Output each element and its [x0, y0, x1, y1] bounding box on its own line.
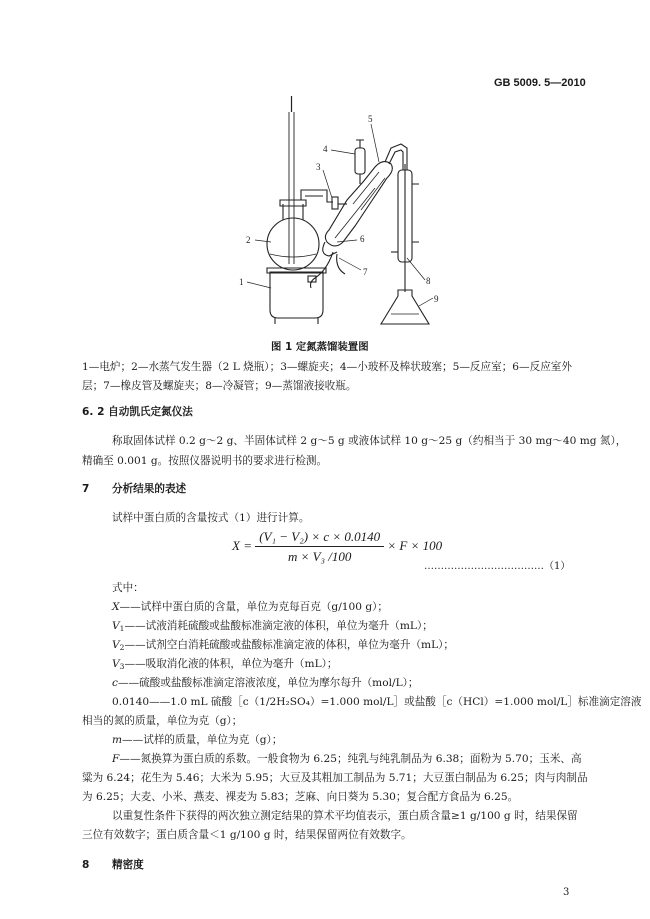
formula-number: ………………………………（1） [424, 561, 571, 572]
figure-label-5: 5 [368, 114, 373, 124]
figure-label-3: 3 [316, 162, 321, 172]
formula-1 [232, 529, 442, 565]
section-7-number: 7 [82, 483, 90, 495]
def-c-symbol: c [112, 677, 118, 689]
distillation-apparatus-figure [215, 92, 455, 337]
figure-label-8: 8 [426, 276, 431, 286]
def-V1 [112, 619, 433, 636]
def-F-symbol: F [112, 753, 120, 765]
def-V3-symbol: V [112, 658, 120, 670]
coef-line1: 0.0140——1.0 mL 硫酸［c（1/2H₂SO₄）=1.000 mol/L］或盐酸［c（HCl）=1.000 mol/L］标准滴定溶液 [112, 696, 642, 708]
def-F-line2: 粱为 6.24；花生为 5.46；大米为 5.95；大豆及其粗加工制品为 5.71；大豆蛋白制品为 6.25；肉与肉制品 [82, 772, 588, 784]
steam-generator-flask [267, 218, 319, 270]
def-F-text: ——氮换算为蛋白质的系数。一般食物为 6.25；纯乳与纯乳制品为 6.38；面粉为 5.70；玉米、高 [119, 753, 582, 765]
def-F [112, 752, 582, 766]
small-glass-cup [355, 148, 365, 174]
figure-caption: 图 1 定氮蒸馏装置图 [271, 341, 369, 353]
def-X [112, 600, 388, 614]
def-V3-subscript: 3 [119, 662, 125, 671]
electric-furnace [270, 272, 323, 318]
figure-label-9: 9 [434, 294, 439, 304]
figure-label-1: 1 [239, 277, 244, 287]
section-7-heading: 分析结果的表述 [112, 483, 187, 495]
page-number: 3 [563, 887, 570, 898]
def-V1-symbol: V [112, 620, 120, 632]
coef-line2: 相当的氮的质量，单位为克（g）； [82, 715, 243, 727]
figure-label-6: 6 [360, 234, 365, 244]
screw-clamp [332, 197, 338, 209]
section-6-2-para-line2: 精确至 0.001 g。按照仪器说明书的要求进行检测。 [82, 455, 328, 467]
formula-lhs: X = [232, 537, 252, 553]
def-V3 [112, 657, 338, 674]
figure-label-7: 7 [363, 267, 368, 277]
formula-numerator: (V₁ − V₂) × c × 0.0140 [255, 529, 384, 547]
section-6-2-para-line1: 称取固体试样 0.2 g～2 g、半固体试样 2 g～5 g 或液体试样 10 g～25 g（约相当于 30 mg～40 mg 氮）， [112, 435, 627, 447]
def-F-line3: 为 6.25；大麦、小米、燕麦、裸麦为 5.83；芝麻、向日葵为 5.30；复合配方食品为 6.25。 [82, 791, 519, 803]
def-m-text: ——试样的质量，单位为克（g）； [122, 734, 283, 746]
figure-label-4: 4 [323, 144, 328, 154]
result-line1: 以重复性条件下获得的两次独立测定结果的算术平均值表示，蛋白质含量≥1 g/100 g 时，结果保留 [112, 810, 578, 822]
def-V2-subscript: 2 [119, 643, 125, 652]
receiving-flask [381, 290, 429, 324]
def-V2-symbol: V [112, 639, 120, 651]
standard-number: GB 5009. 5—2010 [494, 77, 586, 89]
section-6-2-heading: 6. 2 自动凯氏定氮仪法 [82, 406, 193, 418]
formula-denominator: m × V₃ /100 [287, 549, 352, 564]
section-8-number: 8 [82, 859, 90, 871]
formula-fraction [255, 529, 384, 565]
def-V3-text: ——吸取消化液的体积，单位为毫升（mL）； [124, 658, 338, 670]
result-line2: 三位有效数字；蛋白质含量＜1 g/100 g 时，结果保留两位有效数字。 [82, 829, 412, 841]
section-7-intro: 试样中蛋白质的含量按式（1）进行计算。 [112, 512, 310, 524]
def-X-text: ——试样中蛋白质的含量，单位为克每百克（g/100 g）； [119, 601, 389, 613]
def-m-symbol: m [112, 734, 123, 746]
def-c [112, 676, 419, 690]
section-8-heading: 精密度 [112, 859, 144, 871]
def-V2-text: ——试剂空白消耗硫酸或盐酸标准滴定液的体积，单位为毫升（mL）； [124, 639, 455, 651]
def-X-symbol: X [112, 601, 120, 613]
def-V2 [112, 638, 454, 655]
def-m [112, 733, 282, 747]
figure-label-2: 2 [246, 235, 251, 245]
def-V1-text: ——试液消耗硫酸或盐酸标准滴定液的体积，单位为毫升（mL）； [124, 620, 433, 632]
def-V1-subscript: 1 [119, 624, 125, 633]
where-label: 式中： [112, 582, 144, 594]
formula-rhs: × F × 100 [387, 537, 443, 553]
figure-legend-line1: 1—电炉；2—水蒸气发生器（2 L 烧瓶）；3—螺旋夹；4—小玻杯及棒状玻塞；5—反应室；6—反应室外 [82, 361, 572, 373]
figure-legend-line2: 层；7—橡皮管及螺旋夹；8—冷凝管；9—蒸馏液接收瓶。 [82, 380, 357, 392]
def-c-text: ——硫酸或盐酸标准滴定溶液浓度，单位为摩尔每升（mol/L）； [117, 677, 419, 689]
